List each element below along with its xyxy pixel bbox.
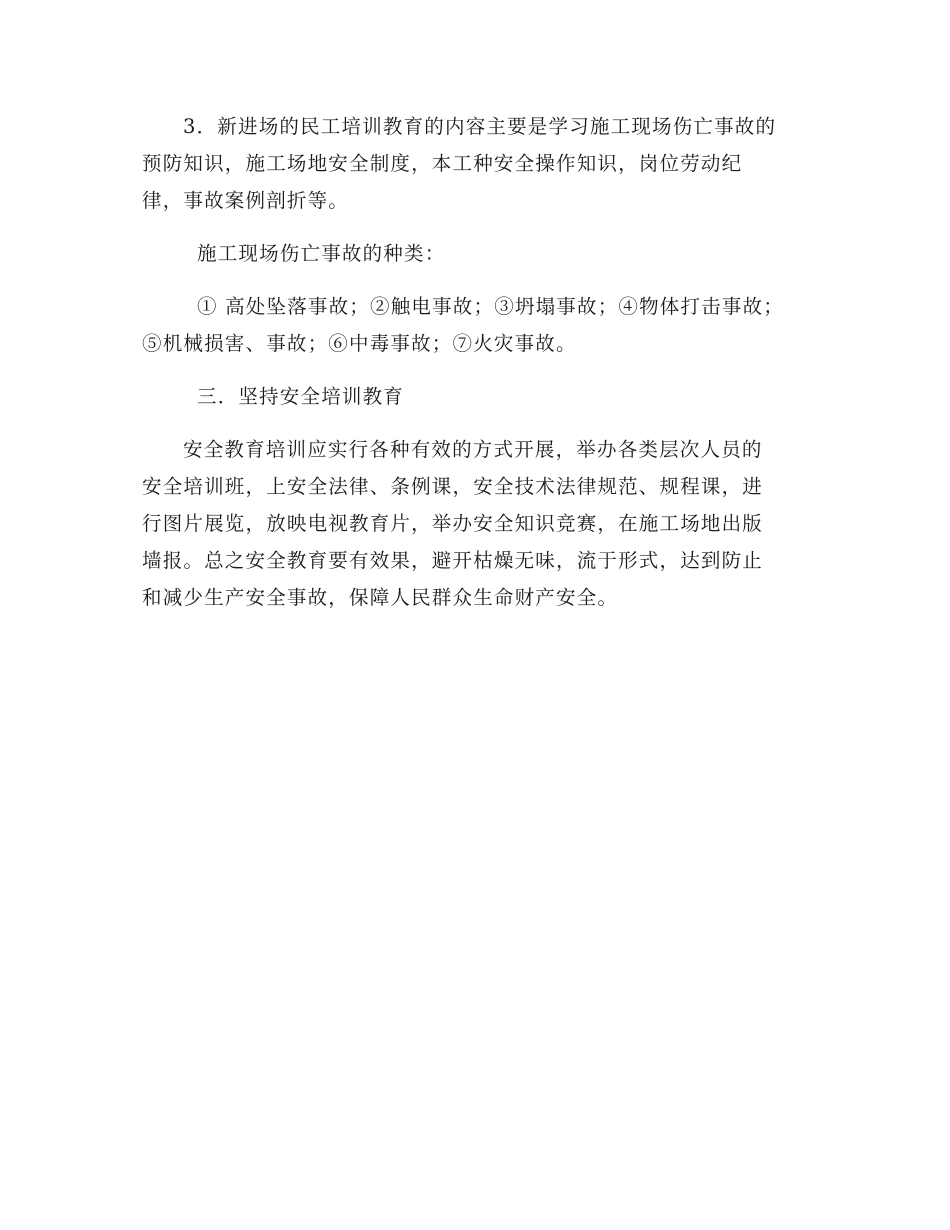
paragraph-training-methods bbox=[142, 431, 810, 616]
paragraph-spacer bbox=[142, 415, 810, 431]
text-line: 安全教育培训应实行各种有效的方式开展，举办各类层次人员的 bbox=[183, 438, 763, 461]
document-body bbox=[142, 108, 810, 616]
text-line: 3．新进场的民工培训教育的内容主要是学习施工现场伤亡事故的 bbox=[183, 115, 777, 138]
text-line: 预防知识，施工场地安全制度，本工种安全操作知识，岗位劳动纪 bbox=[142, 152, 743, 175]
section-heading-text: 三．坚持安全培训教育 bbox=[197, 385, 405, 408]
paragraph-spacer bbox=[142, 219, 810, 235]
paragraph-spacer bbox=[142, 362, 810, 378]
paragraph-accident-types-heading bbox=[142, 235, 810, 272]
text-line: 墙报。总之安全教育要有效果，避开枯燥无味，流于形式，达到防止 bbox=[142, 549, 764, 572]
paragraph-accident-types-list bbox=[142, 288, 810, 362]
text-line: 行图片展览，放映电视教育片，举办安全知识竞赛，在施工场地出版 bbox=[142, 512, 764, 535]
paragraph-spacer bbox=[142, 272, 810, 288]
section-heading bbox=[142, 378, 810, 415]
paragraph-newcomer-training bbox=[142, 108, 810, 219]
text-line: ⑤机械损害、事故；⑥中毒事故；⑦火灾事故。 bbox=[142, 332, 577, 355]
text-line: ① 高处坠落事故；②触电事故；③坍塌事故；④物体打击事故； bbox=[197, 295, 784, 318]
text-line: 和减少生产安全事故，保障人民群众生命财产安全。 bbox=[142, 586, 619, 609]
text-line: 安全培训班，上安全法律、条例课，安全技术法律规范、规程课，进 bbox=[142, 475, 764, 498]
text-line: 律，事故案例剖折等。 bbox=[142, 189, 350, 212]
text-line: 施工现场伤亡事故的种类： bbox=[197, 242, 446, 265]
